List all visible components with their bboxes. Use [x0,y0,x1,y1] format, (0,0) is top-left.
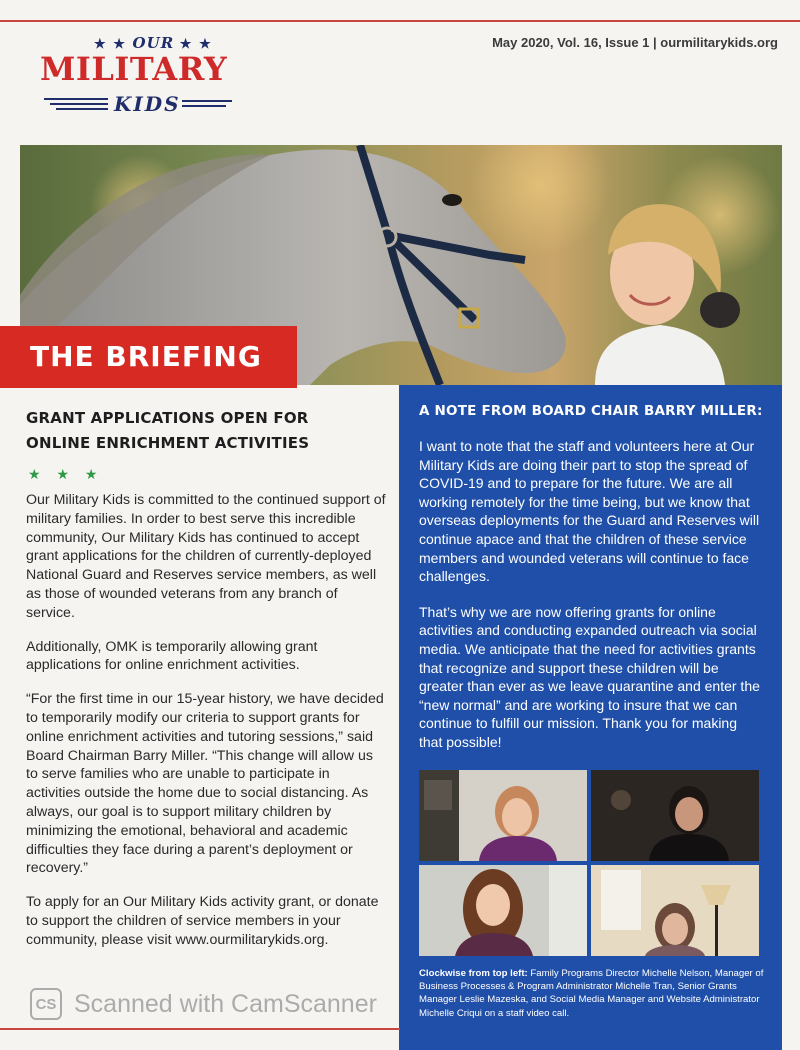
article-headline-line-1: GRANT APPLICATIONS OPEN FOR [26,409,309,427]
board-chair-note [399,385,782,1050]
logo-swoosh-line [50,103,108,105]
video-tile-photo [591,770,759,861]
bottom-rule [0,1028,400,1030]
issue-info: May 2020, Vol. 16, Issue 1 | ourmilitarykids.org [492,35,778,50]
logo-stars-left: ★ ★ [94,36,127,51]
logo-swoosh-line [182,100,232,102]
caption-text: Family Programs Director Michelle Nelson, Manager of Business Processes & Program Administrator Michelle Tran, Senior Grants Manager Leslie Mazeska, and Social Media Manager and Website Administrator Michelle Criqui on a staff video call. [419,968,764,1019]
person-photo [419,865,587,956]
section-banner: THE BRIEFING [0,326,297,388]
person-photo [591,770,759,861]
article-paragraph: Our Military Kids is committed to the continued support of military families. In order to best serve this incredible community, Our Military Kids has continued to accept grant applications for the children of currently-deployed National Guard and Reserves service members, as well as those of wounded veterans from any branch of service. [26,492,386,621]
video-tile-photo [591,865,759,956]
watermark-text: Scanned with CamScanner [74,989,377,1018]
stars-divider: ★ ★ ★ [28,466,104,482]
note-paragraph: That’s why we are now offering grants for online activities and conducting expanded outreach via social media. We anticipate that the need for activities grants that recognize and support these children will be greater than ever as we leave quarantine and enter the “new normal” and are working to insure that we can continue to fulfill our mission. Thank you for making that possible! [419,603,760,750]
note-paragraph: I want to note that the staff and volunteers here at Our Military Kids are doing their part to stop the spread of COVID-19 and to prepare for the future. We are all working remotely for the time being, but we know that overseas deployments for the Guard and Reserves will continue apace and that the children of these service members and wounded veterans will continue to face challenges. [419,438,760,585]
person-photo [419,770,587,861]
video-tile-photo [419,770,587,861]
logo-military: MILITARY [40,50,228,88]
article-paragraph: Additionally, OMK is temporarily allowing grant applications for online enrichment activities. [26,638,318,674]
camscanner-watermark [30,988,377,1020]
caption-lead: Clockwise from top left: [419,968,528,979]
our-military-kids-logo [38,34,243,116]
photo-caption [419,967,764,1020]
article-paragraph: “For the first time in our 15-year history, we have decided to temporarily modify our criteria to support grants for online enrichment activities and tutoring sessions,” said Board Chairman Barry Miller. “This change will allow us to serve families who are unable to participate in activities outside the home due to social distancing. As always, our goal is to support military children by minimizing the emotional, behavioral and academic difficulties they face during a parent’s deployment or recovery.” [26,691,384,877]
logo-our: OUR [132,34,175,52]
video-call-photos [419,770,759,956]
person-photo [591,865,759,956]
camscanner-logo-icon: CS [30,988,62,1020]
article-headline-line-2: ONLINE ENRICHMENT ACTIVITIES [26,434,310,452]
video-tile-photo [419,865,587,956]
article-paragraph: To apply for an Our Military Kids activity grant, or donate to support the children of service members in your community, please visit www.ourmilitarykids.org. [26,894,379,948]
note-body [419,403,764,769]
logo-stars-right: ★ ★ [179,36,213,51]
logo-swoosh-line [182,105,226,107]
logo-kids: KIDS [114,92,181,116]
logo-kids-row [44,92,234,116]
logo-swoosh-line [44,98,108,100]
grant-article [26,406,386,965]
note-heading: A NOTE FROM BOARD CHAIR BARRY MILLER: [419,403,763,419]
top-rule [0,20,800,22]
logo-swoosh-line [56,108,108,110]
